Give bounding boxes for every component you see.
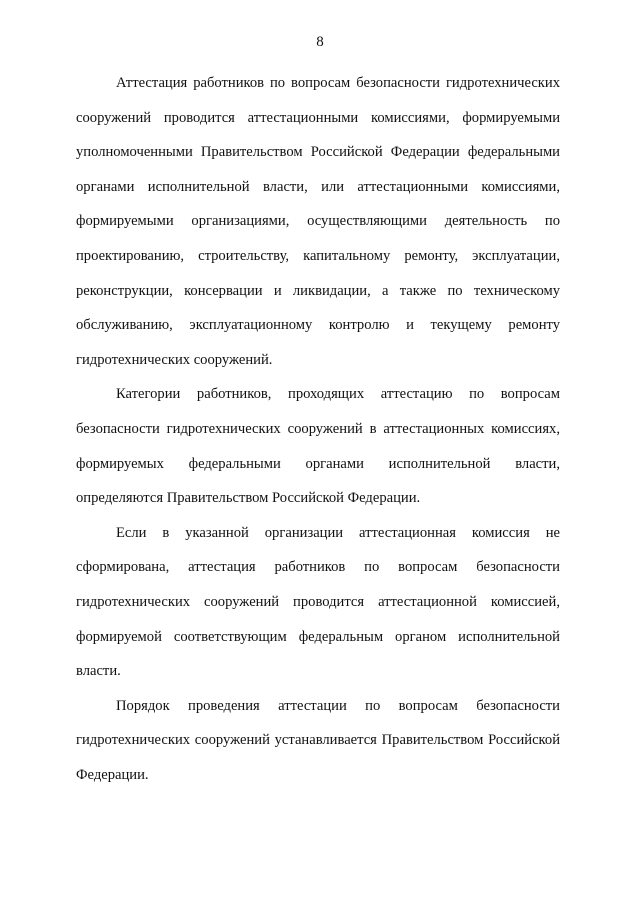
paragraph-commission-not-formed: Если в указанной организации аттестационная комиссия не сформирована, аттестация работников по вопросам безопасности гидротехнических сооружений проводится аттестационной комиссией, формируемой соответствующим федеральным органом исполнительной власти.	[76, 524, 560, 680]
paragraph-attestation-commissions: Аттестация работников по вопросам безопасности гидротехнических сооружений проводится аттестационными комиссиями, формируемыми уполномоченными Правительством Российской Федерации федеральными органами исполнительной власти, или аттестационными комиссиями, формируемыми организациями, осуществляющими деятельность по проектированию, строительству, капитальному ремонту, эксплуатации, реконструкции, консервации и ликвидации, а также по техническому обслуживанию, эксплуатационному контролю и текущему ремонту гидротехнических сооружений.	[76, 75, 560, 368]
page-number: 8	[316, 34, 324, 50]
paragraph-worker-categories: Категории работников, проходящих аттестацию по вопросам безопасности гидротехнических сооружений в аттестационных комиссиях, формируемых федеральными органами исполнительной власти, определяются Правительством Российской Федерации.	[76, 386, 560, 507]
paragraph-attestation-procedure: Порядок проведения аттестации по вопросам безопасности гидротехнических сооружений устанавливается Правительством Российской Федерации.	[76, 697, 560, 783]
document-body	[76, 66, 560, 792]
